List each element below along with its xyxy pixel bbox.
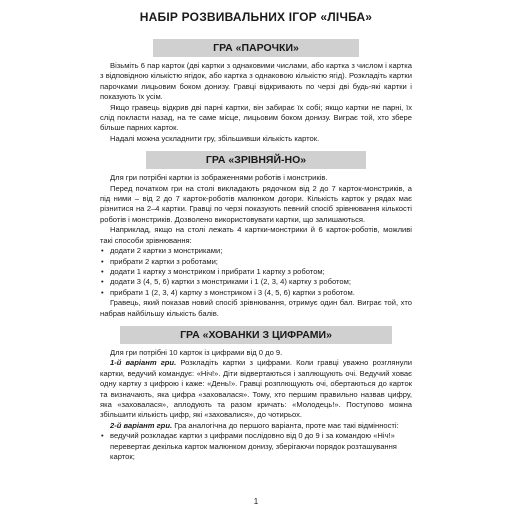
paragraph-variant-2: 2-й варіант гри. Гра аналогічна до першого варіанта, проте має такі відмінності:	[110, 420, 399, 430]
bullet-list	[100, 246, 412, 298]
section-title-khovanky: ГРА «ХОВАНКИ З ЦИФРАМИ»	[100, 326, 412, 344]
list-item: • ведучий розкладає картки з цифрами послідовно від 0 до 9 і за командою «Ніч!» перевертає декілька карток малюнком донизу, зберігаючи порядок розташування карток;	[101, 431, 397, 461]
list-item: • додати 2 картки з монстриками;	[101, 246, 223, 256]
section-zrivnyai-no	[100, 151, 412, 319]
paragraph: Гравець, який показав новий спосіб зрівнювання, отримує один бал. Виграє той, хто набрав найбільшу кількість балів.	[100, 298, 412, 318]
paragraph: Якщо гравець відкрив дві парні картки, він забирає їх собі; якщо картки не парні, їх слід покласти назад, на те саме місце, лицьовим боком донизу. Виграє той, хто збере більше парних карток.	[100, 102, 412, 133]
bullet-list	[100, 431, 412, 462]
list-item: • додати 3 (4, 5, 6) картки з монстриками і 1 (2, 3, 4) картку з роботом;	[101, 277, 351, 287]
list-item: • прибрати 1 (2, 3, 4) картку з монстриком і 3 (4, 5, 6) картки з роботом.	[101, 287, 355, 297]
page-number: 1	[253, 497, 259, 506]
section-title-zrivnyai-no: ГРА «ЗРІВНЯЙ-НО»	[100, 151, 412, 169]
paragraph-variant-1: 1-й варіант гри. Розкладіть картки з цифрами. Коли гравці уважно розглянули картки, ведучий командує: «Ніч!». Діти відвертаються і заплющують очі. Ведучий ховає одну картку з цифрою і каже: «День!». Гравці розплющують очі, обертаються до карток та визначають, яка цифра «заховалася». Тому, хто першим правильно назвав цифру, яка «заховалася», аплодують та разом кричать: «Молодець!». Поступово можна збільшити кількість цифр, які «заховалися», до чотирьох.	[100, 358, 412, 420]
section-parochky	[100, 39, 412, 144]
paragraph: Надалі можна ускладнити гру, збільшивши кількість карток.	[110, 133, 320, 143]
list-item: • додати 1 картку з монстриком і прибрати 1 картку з роботом;	[101, 266, 325, 276]
section-title-parochky: ГРА «ПАРОЧКИ»	[100, 39, 412, 57]
page-title: НАБІР РОЗВИВАЛЬНИХ ІГОР «ЛІЧБА»	[139, 10, 373, 24]
paragraph: Наприклад, якщо на столі лежать 4 картки-монстрики й 6 карток-роботів, можливі такі способи зрівнювання:	[100, 225, 412, 245]
paragraph: Для гри потрібні 10 карток із цифрами від 0 до 9.	[110, 347, 283, 357]
paragraph: Візьміть 6 пар карток (дві картки з однаковими числами, або картка з числом і картка з відповідною кількістю ягідок, або картка з однаковою кількістю ягід). Розкладіть картки парочками лицьовим боком донизу. Гравці відкривають по черзі дві будь-які картки і показують їх усім.	[100, 61, 412, 102]
paragraph: Для гри потрібні картки із зображеннями роботів і монстриків.	[110, 173, 328, 183]
list-item: • прибрати 2 картки з роботами;	[101, 256, 218, 266]
paragraph: Перед початком гри на столі викладають рядочком від 2 до 7 карток-монстриків, а під ними – від 2 до 7 карток-роботів малюнком догори. Кількість карток у рядах має різнитися на 2–4 картки. Гравці по черзі показують певний спосіб зрівнювання кількості роботів і монстриків. Дозволено використовувати картки, що залишаються.	[100, 183, 412, 224]
section-khovanky	[100, 326, 412, 462]
